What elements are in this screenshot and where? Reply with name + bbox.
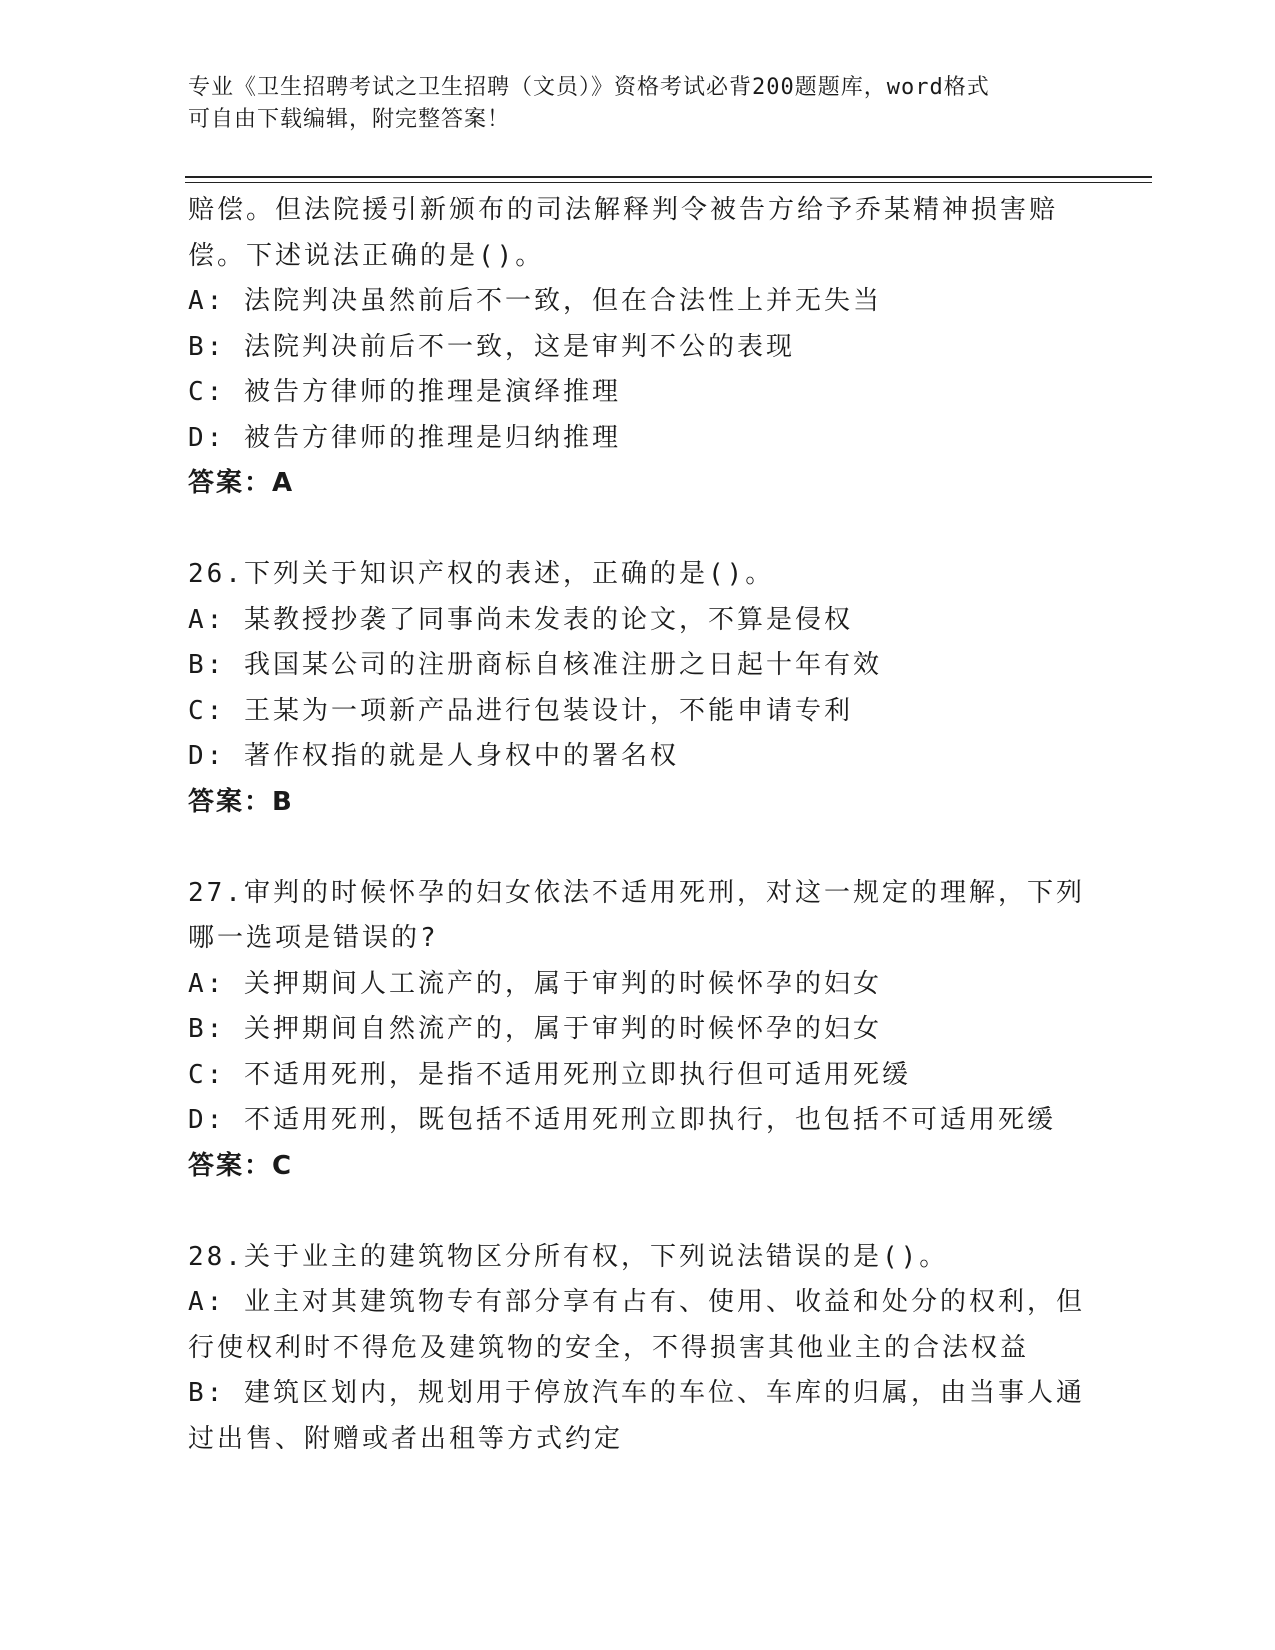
question-25 xyxy=(188,188,1088,507)
option-d: D: 著作权指的就是人身权中的署名权 xyxy=(188,741,679,771)
document-body xyxy=(188,188,1088,1462)
question-stem: 27.审判的时候怀孕的妇女依法不适用死刑，对这一规定的理解，下列 xyxy=(188,877,1085,908)
spacer xyxy=(188,1189,1088,1235)
document-header xyxy=(188,72,1068,136)
question-stem: 28.关于业主的建筑物区分所有权，下列说法错误的是()。 xyxy=(188,1241,949,1272)
spacer xyxy=(188,825,1088,871)
option-a: A: 法院判决虽然前后不一致，但在合法性上并无失当 xyxy=(188,286,882,316)
answer-label: 答案：B xyxy=(188,786,294,817)
option-a: A: 某教授抄袭了同事尚未发表的论文，不算是侵权 xyxy=(188,604,853,635)
option-b: B: 建筑区划内，规划用于停放汽车的车位、车库的归属，由当事人通 xyxy=(188,1378,1085,1408)
option-a-continued: 行使权利时不得危及建筑物的安全，不得损害其他业主的合法权益 xyxy=(188,1332,1030,1363)
option-b-continued: 过出售、附赠或者出租等方式约定 xyxy=(188,1423,624,1454)
option-c: C: 不适用死刑，是指不适用死刑立即执行但可适用死缓 xyxy=(188,1059,911,1090)
option-a: A: 关押期间人工流产的，属于审判的时候怀孕的妇女 xyxy=(188,968,882,999)
answer-label: 答案：C xyxy=(188,1150,294,1181)
option-a: A: 业主对其建筑物专有部分享有占有、使用、收益和处分的权利，但 xyxy=(188,1287,1085,1317)
header-divider-thin xyxy=(185,182,1152,183)
question-26 xyxy=(188,552,1088,825)
header-line-1: 专业《卫生招聘考试之卫生招聘（文员）》资格考试必背200题题库，word格式 xyxy=(188,75,990,100)
option-b: B: 我国某公司的注册商标自核准注册之日起十年有效 xyxy=(188,650,882,680)
option-b: B: 关押期间自然流产的，属于审判的时候怀孕的妇女 xyxy=(188,1014,882,1044)
option-d: D: 不适用死刑，既包括不适用死刑立即执行，也包括不可适用死缓 xyxy=(188,1105,1056,1135)
question-stem: 赔偿。但法院援引新颁布的司法解释判令被告方给予乔某精神损害赔 xyxy=(188,195,1059,225)
header-line-2: 可自由下载编辑，附完整答案！ xyxy=(188,107,511,132)
option-b: B: 法院判决前后不一致，这是审判不公的表现 xyxy=(188,331,795,362)
answer-label: 答案：A xyxy=(188,468,295,498)
spacer xyxy=(188,507,1088,553)
option-c: C: 被告方律师的推理是演绎推理 xyxy=(188,377,621,407)
header-divider-thick xyxy=(185,176,1152,178)
question-stem: 偿。下述说法正确的是()。 xyxy=(188,240,545,271)
question-stem: 26.下列关于知识产权的表述，正确的是()。 xyxy=(188,559,775,589)
option-c: C: 王某为一项新产品进行包装设计，不能申请专利 xyxy=(188,695,853,726)
question-stem: 哪一选项是错误的? xyxy=(188,923,439,953)
question-27 xyxy=(188,871,1088,1190)
option-d: D: 被告方律师的推理是归纳推理 xyxy=(188,422,621,453)
question-28 xyxy=(188,1235,1088,1463)
